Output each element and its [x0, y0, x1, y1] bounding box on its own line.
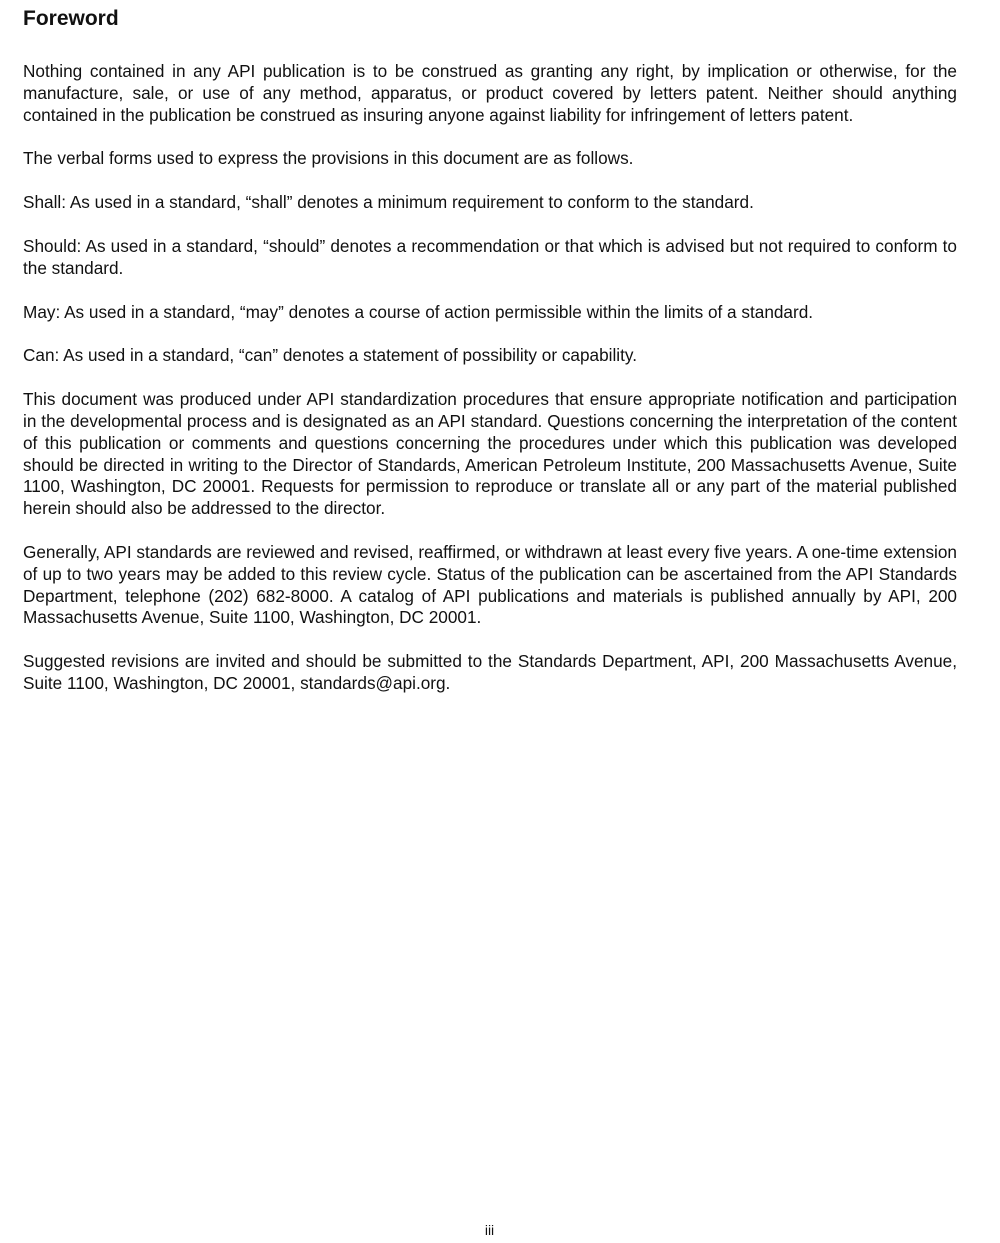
paragraph-shall-definition: Shall: As used in a standard, “shall” denotes a minimum requirement to conform to the standard. [23, 192, 754, 213]
document-page [23, 5, 957, 717]
paragraph-can-definition: Can: As used in a standard, “can” denotes a statement of possibility or capability. [23, 345, 637, 366]
paragraph-patent-disclaimer: Nothing contained in any API publication is to be construed as granting any right, by implication or otherwise, for the manufacture, sale, or use of any method, apparatus, or product covered by letters patent. Neither should anything contained in the publication be construed as insuring anyone against liability for infringement of letters patent. [23, 61, 957, 125]
page-title: Foreword [23, 7, 119, 30]
paragraph-verbal-forms-intro: The verbal forms used to express the provisions in this document are as follows. [23, 148, 634, 169]
paragraph-standardization-procedures: This document was produced under API standardization procedures that ensure appropriate notification and participation in the developmental process and is designated as an API standard. Questions concerning the interpretation of the content of this publication or comments and questions concerning the procedures under which this publication was developed should be directed in writing to the Director of Standards, American Petroleum Institute, 200 Massachusetts Avenue, Suite 1100, Washington, DC 20001. Requests for permission to reproduce or translate all or any part of the material published herein should also be addressed to the director. [23, 389, 957, 519]
page-number: iii [484, 1222, 495, 1238]
paragraph-may-definition: May: As used in a standard, “may” denotes a course of action permissible within the limits of a standard. [23, 301, 814, 322]
paragraph-should-definition: Should: As used in a standard, “should” denotes a recommendation or that which is advised but not required to conform to the standard. [23, 235, 957, 278]
paragraph-review-cycle: Generally, API standards are reviewed and revised, reaffirmed, or withdrawn at least every five years. A one-time extension of up to two years may be added to this review cycle. Status of the publication can be ascertained from the API Standards Department, telephone (202) 682-8000. A catalog of API publications and materials is published annually by API, 200 Massachusetts Avenue, Suite 1100, Washington, DC 20001. [23, 541, 957, 628]
paragraph-suggested-revisions: Suggested revisions are invited and should be submitted to the Standards Department, API, 200 Massachusetts Avenue, Suite 1100, Washington, DC 20001, standards@api.org. [23, 651, 957, 693]
